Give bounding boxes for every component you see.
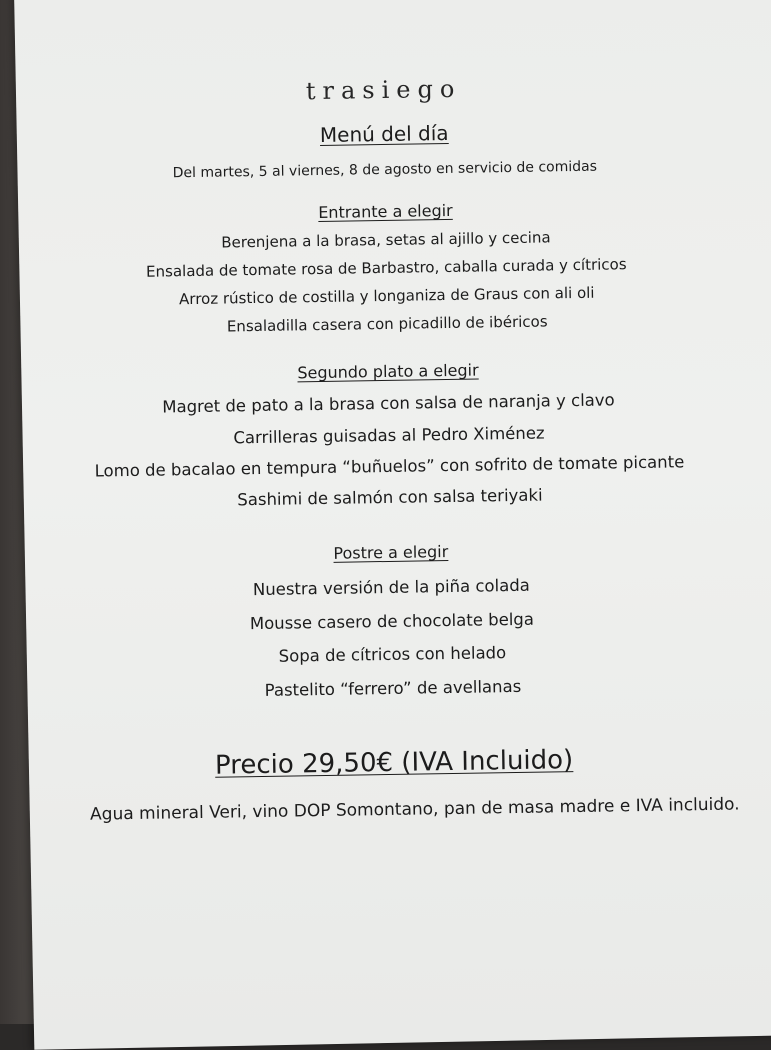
menu-dates: Del martes, 5 al viernes, 8 de agosto en servicio de comidas [172,158,598,182]
menu-item: Nuestra versión de la piña colada [252,575,530,600]
menu-item: Sashimi de salmón con salsa teriyaki [237,485,543,510]
menu-price: Precio 29,50€ (IVA Incluido) [214,745,574,781]
menu-title: Menú del día [319,120,449,147]
menu-item: Pastelito “ferrero” de avellanas [264,676,522,700]
menu-item: Carrilleras guisadas al Pedro Ximénez [233,423,545,448]
menu-item: Sopa de cítricos con helado [278,643,507,666]
menu-item: Lomo de bacalao en tempura “buñuelos” con sofrito de tomate picante [94,452,685,481]
menu-item: Magret de pato a la brasa con salsa de naranja y clavo [162,390,615,417]
menu-item: Berenjena a la brasa, setas al ajillo y cecina [221,228,551,252]
menu-item: Mousse casero de chocolate belga [249,609,535,634]
section-heading-starters: Entrante a elegir [318,200,453,223]
section-heading-desserts: Postre a elegir [333,542,449,563]
menu-item: Ensaladilla casera con picadillo de ibéricos [226,312,548,336]
menu-includes: Agua mineral Veri, vino DOP Somontano, pan de masa madre e IVA incluido. [89,794,740,825]
menu-item: Ensalada de tomate rosa de Barbastro, caballa curada y cítricos [145,255,627,281]
section-heading-mains: Segundo plato a elegir [297,360,479,383]
menu-item: Arroz rústico de costilla y longaniza de Graus con ali oli [178,283,595,309]
restaurant-logo: trasiego [305,74,462,106]
